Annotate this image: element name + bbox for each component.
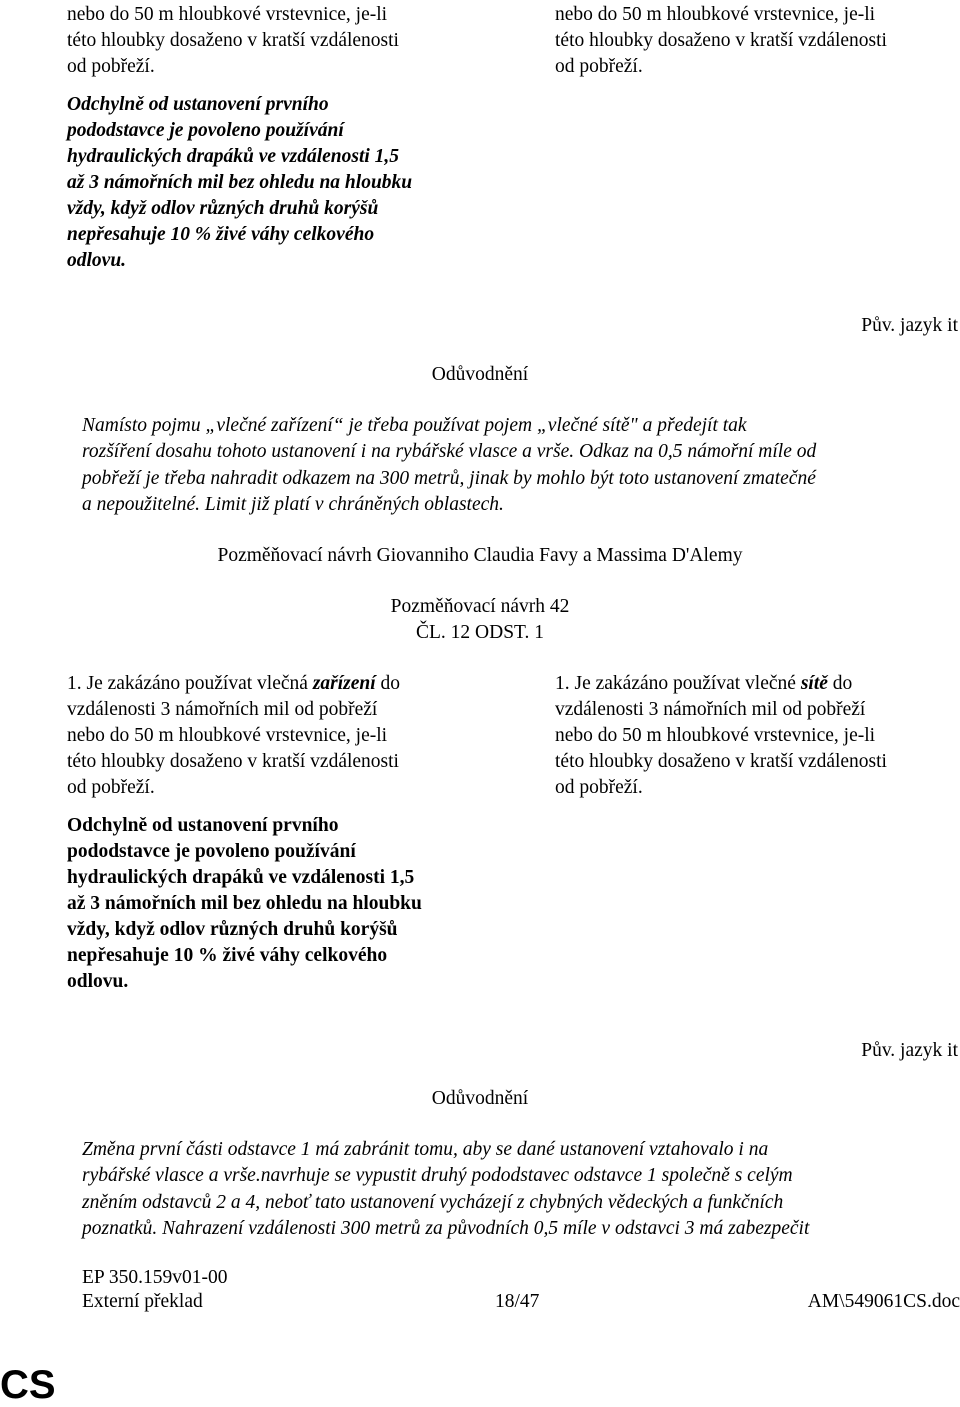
- text-line: vzdálenosti 3 námořních mil od pobřeží: [555, 699, 866, 720]
- document-reference: EP 350.159v01-00: [82, 1267, 228, 1288]
- justification-heading: Odůvodnění: [431, 1088, 529, 1109]
- justification-text: [82, 1137, 958, 1242]
- original-language-label: Pův. jazyk it: [861, 1040, 958, 1061]
- text-segment: do: [827, 673, 853, 694]
- language-code: CS: [0, 1363, 56, 1407]
- text-line: od pobřeží.: [555, 777, 643, 798]
- text-line: této hloubky dosaženo v kratší vzdálenosti: [555, 751, 887, 772]
- translation-label: Externí překlad: [82, 1291, 203, 1312]
- article-reference-heading: ČL. 12 ODST. 1: [415, 622, 545, 643]
- justification-line: rybářské vlasce a vrše.navrhuje se vypustit druhý pododstavec odstavce 1 společně s celým: [82, 1165, 793, 1187]
- added-text-line: nepřesahuje 10 % živé váhy celkového: [67, 224, 375, 245]
- justification-heading: Odůvodnění: [431, 364, 529, 385]
- deleted-text-line: nepřesahuje 10 % živé váhy celkového: [67, 945, 388, 966]
- justification-line: a nepoužitelné. Limit již platí v chráněných oblastech.: [82, 493, 504, 515]
- text-line: vzdálenosti 3 námořních mil od pobřeží: [67, 699, 378, 720]
- text-line: této hloubky dosaženo v kratší vzdálenosti: [555, 30, 887, 51]
- deleted-text-line: až 3 námořních mil bez ohledu na hloubku: [67, 893, 422, 914]
- text-line: od pobřeží.: [67, 56, 155, 77]
- amendment-number-heading: Pozměňovací návrh 42: [390, 596, 570, 617]
- text-segment: 1. Je zakázáno používat vlečné: [555, 673, 801, 694]
- deleted-text-line: pododstavce je povoleno používání: [67, 841, 356, 862]
- justification-line: Namísto pojmu „vlečné zařízení“ je třeba používat pojem „vlečné sítě" a předejít tak: [82, 415, 747, 436]
- first-line: [555, 671, 960, 697]
- deleted-text-line: odlovu.: [67, 971, 129, 992]
- deleted-text-line: hydraulických drapáků ve vzdálenosti 1,5: [67, 867, 415, 888]
- text-line: této hloubky dosaženo v kratší vzdálenosti: [67, 751, 399, 772]
- page-footer: [82, 1266, 960, 1314]
- added-text-line: pododstavce je povoleno používání: [67, 120, 344, 141]
- justification-line: pobřeží je třeba nahradit odkazem na 300 metrů, jinak by mohlo být toto ustanovení zmatečné: [82, 467, 816, 489]
- original-language-label: Pův. jazyk it: [861, 315, 958, 336]
- amendment-author-heading: Pozměňovací návrh Giovanniho Claudia Favy a Massima D'Alemy: [217, 545, 743, 566]
- justification-text: [82, 413, 958, 518]
- added-text-line: odlovu.: [67, 250, 127, 271]
- amendment-table-right-cell: [555, 671, 960, 801]
- text-line: této hloubky dosaženo v kratší vzdálenosti: [67, 30, 399, 51]
- text-line: nebo do 50 m hloubkové vrstevnice, je-li: [555, 4, 876, 25]
- amendment-table-left-cell: [67, 671, 487, 995]
- text-line: nebo do 50 m hloubkové vrstevnice, je-li: [555, 725, 876, 746]
- deleted-text-line: vždy, když odlov různých druhů korýšů: [67, 919, 398, 940]
- deleted-text-line: Odchylně od ustanovení prvního: [67, 815, 339, 836]
- added-text-line: až 3 námořních mil bez ohledu na hloubku: [67, 172, 413, 193]
- justification-line: zněním odstavců 2 a 4, neboť tato ustanovení vycházejí z chybných vědeckých a funkčních: [82, 1191, 784, 1213]
- amendment-table-right-cell: [555, 2, 960, 80]
- added-text-line: hydraulických drapáků ve vzdálenosti 1,5: [67, 146, 400, 167]
- text-segment: 1. Je zakázáno používat vlečná: [67, 673, 313, 694]
- text-line: nebo do 50 m hloubkové vrstevnice, je-li: [67, 4, 388, 25]
- changed-word: sítě: [800, 673, 828, 694]
- text-line: od pobřeží.: [555, 56, 643, 77]
- page-number: 18/47: [495, 1291, 540, 1312]
- changed-word: zařízení: [312, 673, 376, 694]
- text-line: od pobřeží.: [67, 777, 155, 798]
- text-line: nebo do 50 m hloubkové vrstevnice, je-li: [67, 725, 388, 746]
- justification-line: poznatků. Nahrazení vzdálenosti 300 metrů za původních 0,5 míle v odstavci 3 má zabezpečit: [82, 1217, 810, 1239]
- document-filename: AM\549061CS.doc: [807, 1291, 960, 1312]
- added-text-line: Odchylně od ustanovení prvního: [67, 94, 329, 115]
- text-segment: do: [375, 673, 401, 694]
- added-text-line: vždy, když odlov různých druhů korýšů: [67, 198, 379, 219]
- first-line: [67, 671, 487, 697]
- justification-line: rozšíření dosahu tohoto ustanovení i na rybářské vlasce a vrše. Odkaz na 0,5 námořní míle od: [82, 441, 817, 463]
- justification-line: Změna první části odstavce 1 má zabránit tomu, aby se dané ustanovení vztahovalo i na: [82, 1139, 769, 1160]
- amendment-table-left-cell: [67, 2, 487, 274]
